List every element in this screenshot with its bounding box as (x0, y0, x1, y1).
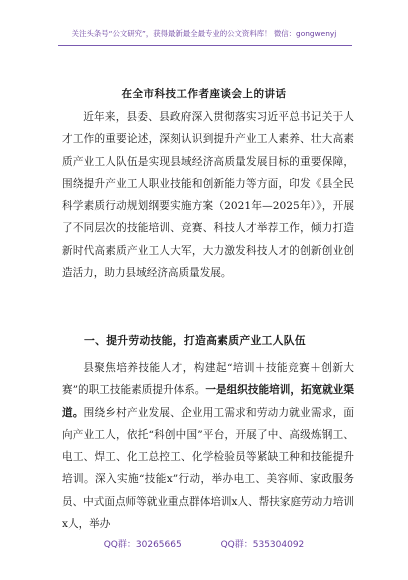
document-title: 在全市科技工作者座谈会上的讲话 (121, 88, 287, 100)
intro-paragraph: 近年来，县委、县政府深入贯彻落实习近平总书记关于人才工作的重要论述，深刻认识到提升产业工人素养、壮大高素质产业工人队伍是实现县域经济高质量发展目标的重要保障，围绕提升产业工人职业技能和创新能力等方面，印发《县全民科学素质行动规划纲要实施方案（2021年—2025年）》，开展了不同层次的技能培训、竞赛、科技人才举荐工作，倾力打造新时代高素质产业工人大军，大力激发科技人才的创新创业创造活力，助力县域经济高质量发展。 (62, 111, 354, 280)
section-heading: 一、提升劳动技能，打造高素质产业工人队伍 (84, 334, 306, 347)
header-banner: 关注头条号“公文研究”，获得最新最全最专业的公文资料库！ 微信：gongwenyj (71, 29, 337, 38)
section-lead-text: 县聚焦培养技能人才，构建起“培训＋技能竞赛＋创新大赛”的职工技能素质提升体系。 (62, 362, 354, 397)
section-paragraph (62, 357, 354, 535)
footer-qq-group-1: QQ群：30265665 (103, 540, 182, 550)
section-bold-text: 一是组织技能培训，拓宽就业渠道。 (62, 384, 354, 419)
header-divider (58, 45, 352, 46)
footer-qq-group-2: QQ群：535304092 (220, 540, 305, 550)
section-rest-text: 围绕乡村产业发展、企业用工需求和劳动力就业需求，面向产业工人，依托“科创中国”平台，开展了中、高级炼钢工、电工、焊工、化工总控工、化学检验员等紧缺工种和技能提升培训。深入实施“技能x”行动，举办电工、美容师、家政服务员、中式面点师等就业重点群体培训x人、帮扶家庭劳动力培训x人，举办 (62, 406, 355, 531)
footer-contacts (0, 537, 408, 550)
